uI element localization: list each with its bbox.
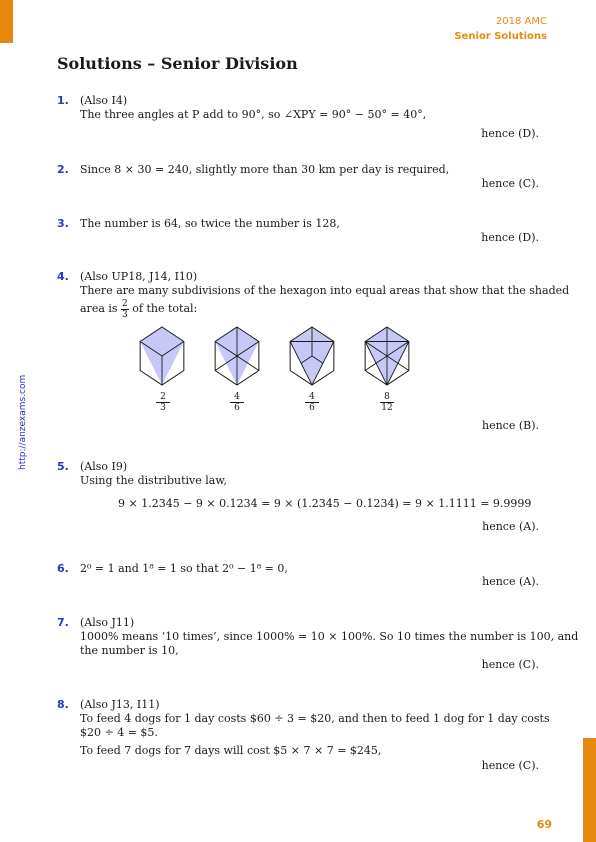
figure-label-1: 2 3 xyxy=(148,392,178,413)
q3-answer: hence (D). xyxy=(481,231,539,244)
page-title: Solutions – Senior Division xyxy=(57,54,298,73)
q8-text: To feed 4 dogs for 1 day costs $60 ÷ 3 = $20, and then to feed 1 dog for 1 day costs xyxy=(80,712,550,725)
q4-answer: hence (B). xyxy=(481,419,539,432)
q1-text: The three angles at P add to 90°, so ∠XPY = 90° − 50° = 40°, xyxy=(80,108,427,121)
q4-text-2 xyxy=(80,298,197,320)
q5-note: (Also I9) xyxy=(80,460,128,473)
q5-answer: hence (A). xyxy=(482,520,539,533)
q4-note: (Also UP18, J14, I10) xyxy=(80,270,198,283)
q5-equation: 9 × 1.2345 − 9 × 0.1234 = 9 × (1.2345 − 0.1234) = 9 × 1.1111 = 9.9999 xyxy=(118,497,532,510)
figure-label-2: 4 6 xyxy=(222,392,252,413)
q1-number: 1. xyxy=(57,94,69,107)
q1-answer: hence (D). xyxy=(481,127,539,140)
header-section: Senior Solutions xyxy=(454,31,547,42)
q2-answer: hence (C). xyxy=(481,177,539,190)
q8-number: 8. xyxy=(57,698,69,711)
q6-number: 6. xyxy=(57,562,69,575)
q1-note: (Also I4) xyxy=(80,94,128,107)
hexagon-figures xyxy=(134,326,424,386)
q4-text-total: of the total: xyxy=(132,302,198,315)
q5-text: Using the distributive law, xyxy=(80,474,227,487)
q3-number: 3. xyxy=(57,217,69,230)
two-thirds-fraction: $\frac{2}{3}$ xyxy=(122,298,128,320)
q7-text-2: the number is 10, xyxy=(80,644,179,657)
q8-answer: hence (C). xyxy=(481,759,539,772)
q7-number: 7. xyxy=(57,616,69,629)
q6-text: 2⁰ = 1 and 1⁸ = 1 so that 2⁰ − 1⁸ = 0, xyxy=(80,562,288,575)
side-url-link[interactable]: http://anzexams.com xyxy=(18,374,28,470)
q7-text: 1000% means ‘10 times’, since 1000% = 10 × 100%. So 10 times the number is 100, and xyxy=(80,630,579,643)
orange-tab-top xyxy=(0,0,13,43)
page-number: 69 xyxy=(536,818,552,831)
q8-note: (Also J13, I11) xyxy=(80,698,160,711)
q8-text-3: To feed 7 dogs for 7 days will cost $5 × 7 × 7 = $245, xyxy=(80,744,382,757)
header-year: 2018 AMC xyxy=(495,16,547,27)
orange-tab-bottom xyxy=(583,738,596,842)
q6-answer: hence (A). xyxy=(482,575,539,588)
q2-number: 2. xyxy=(57,163,69,176)
q2-text: Since 8 × 30 = 240, slightly more than 30 km per day is required, xyxy=(80,163,450,176)
q4-text-area: area is xyxy=(80,302,118,315)
q7-note: (Also J11) xyxy=(80,616,135,629)
figure-label-4: 8 12 xyxy=(381,392,393,413)
q5-number: 5. xyxy=(57,460,69,473)
q7-answer: hence (C). xyxy=(481,658,539,671)
q8-text-2: $20 ÷ 4 = $5. xyxy=(80,726,158,739)
q3-text: The number is 64, so twice the number is 128, xyxy=(80,217,340,230)
figure-label-3: 4 6 xyxy=(297,392,327,413)
q4-number: 4. xyxy=(57,270,69,283)
q4-text: There are many subdivisions of the hexagon into equal areas that show that the shaded xyxy=(80,284,570,297)
